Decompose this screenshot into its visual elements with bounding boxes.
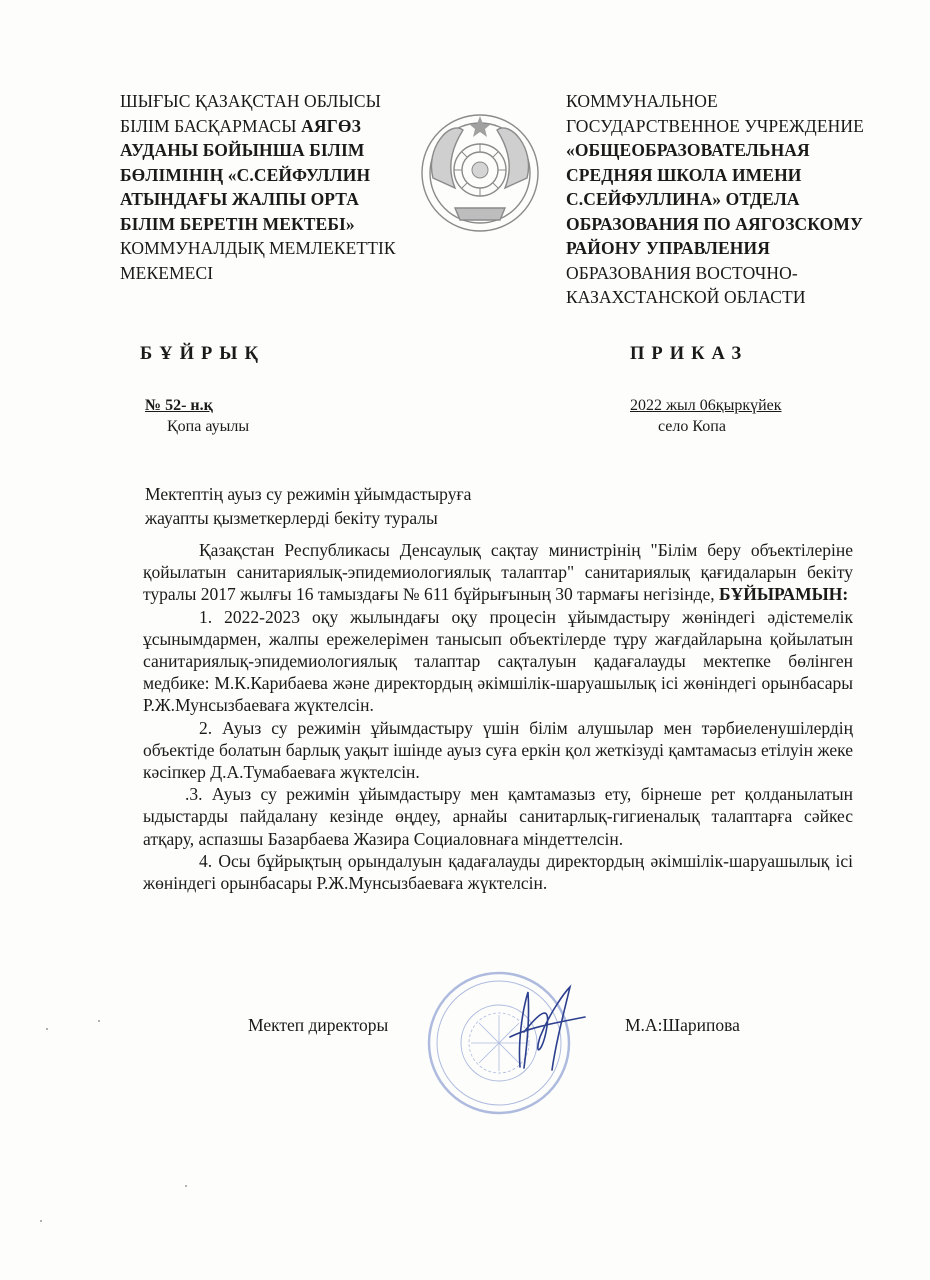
header-right-ru [566, 89, 896, 310]
header-left-line: АТЫНДАҒЫ ЖАЛПЫ ОРТА [120, 189, 359, 209]
scan-speck [98, 1020, 100, 1022]
order-item-4: 4. Осы бұйрықтың орындалуын қадағалауды директордың әкімшілік-шаруашылық ісі жөніндегі орынбасары Р.Ж.Мунсызбаеваға жүктелсін. [143, 850, 853, 894]
village-kz: Қопа ауылы [167, 418, 250, 435]
header-left-kz [120, 89, 420, 285]
header-right-line: КАЗАХСТАНСКОЙ ОБЛАСТИ [566, 287, 806, 307]
header-right-line: РАЙОНУ УПРАВЛЕНИЯ [566, 238, 770, 258]
header-left-line: БӨЛІМІНІҢ «С.СЕЙФУЛЛИН [120, 164, 371, 185]
order-subject [145, 482, 471, 530]
order-item-1: 1. 2022-2023 оқу жылындағы оқу процесін ұйымдастыру жөніндегі әдістемелік ұсынымдармен, жалпы ережелерімен танысып объектілерде тұру жағдайларына қойылатын санитариялық-эпидемиологиялық талаптар сақталуын қадағалауды мектепке бөлінген медбике: М.К.Карибаева және директордың әкімшілік-шаруашылық ісі жөніндегі орынбасары Р.Ж.Мунсызбаеваға жүктелсін. [143, 606, 853, 716]
header-left-line: МЕКЕМЕСІ [120, 262, 214, 283]
header-left-line: БІЛІМ БЕРЕТІН МЕКТЕБІ» [120, 213, 355, 234]
header-left-line: КОММУНАЛДЫҚ МЕМЛЕКЕТТІК [120, 238, 396, 258]
order-date: 2022 жыл 06қыркүйек [630, 397, 782, 414]
scan-speck [46, 1028, 48, 1030]
header-right-line: КОММУНАЛЬНОЕ [566, 91, 718, 111]
header-right-line: С.СЕЙФУЛЛИНА» ОТДЕЛА [566, 189, 800, 209]
scan-speck [185, 1185, 187, 1187]
order-number: № 52- н.қ [145, 397, 213, 414]
order-item-2: 2. Ауыз су режимін ұйымдастыру үшін білім алушылар мен тәрбиеленушілердің объектіде болатын барлық уақыт ішінде ауыз суға еркін қол жеткізуді қамтамасыз етілуін жеке кәсіпкер Д.А.Тумабаеваға жүктелсін. [143, 717, 853, 783]
director-signature [490, 982, 590, 1072]
order-item-3: .3. Ауыз су режимін ұйымдастыру мен қамтамазыз ету, бірнеше рет қолданылатын ыдыстарды пайдалану кезінде өңдеу, арнайы санитарлық-гигиеналық талаптарға сәйкес атқару, аспазшы Базарбаева Жазира Социаловнаға міндеттелсін. [143, 784, 853, 849]
kazakhstan-emblem-icon [415, 108, 545, 238]
subject-line: жауапты қызметкерлерді бекіту туралы [145, 508, 438, 528]
header-right-line: «ОБЩЕОБРАЗОВАТЕЛЬНАЯ [566, 140, 810, 160]
scan-speck [40, 1220, 42, 1222]
header-left-line: АУДАНЫ БОЙЫНША БІЛІМ [120, 140, 365, 160]
signatory-name: М.А:Шарипова [625, 1015, 740, 1035]
signatory-title: Мектеп директоры [248, 1015, 389, 1035]
order-title-kz: БҰЙРЫҚ [140, 344, 265, 364]
header-right-line: ОБРАЗОВАНИЯ ВОСТОЧНО- [566, 262, 798, 283]
order-title-ru: ПРИКАЗ [630, 344, 749, 364]
order-body [143, 539, 853, 894]
body-intro: Қазақстан Республикасы Денсаулық сақтау министрінің "Білім беру объектілеріне қойылатын санитариялық-эпидемиологиялық талаптар" санитариялық қағидаларын бекіту туралы 2017 жылғы 16 тамыздағы № 611 бұйрығының 30 тармағы негізінде, БҰЙЫРАМЫН: [143, 540, 853, 605]
subject-line: Мектептің ауыз су режимін ұйымдастыруға [145, 484, 472, 504]
header-left-line: ШЫҒЫС ҚАЗАҚСТАН ОБЛЫСЫ [120, 91, 381, 111]
header-right-line: СРЕДНЯЯ ШКОЛА ИМЕНИ [566, 164, 802, 185]
village-ru: село Копа [658, 418, 726, 435]
header-right-line: ГОСУДАРСТВЕННОЕ УЧРЕЖДЕНИЕ [566, 115, 864, 136]
header-right-line: ОБРАЗОВАНИЯ ПО АЯГОЗСКОМУ [566, 213, 863, 234]
header-left-line: БІЛІМ БАСҚАРМАСЫ АЯГӨЗ [120, 115, 361, 136]
